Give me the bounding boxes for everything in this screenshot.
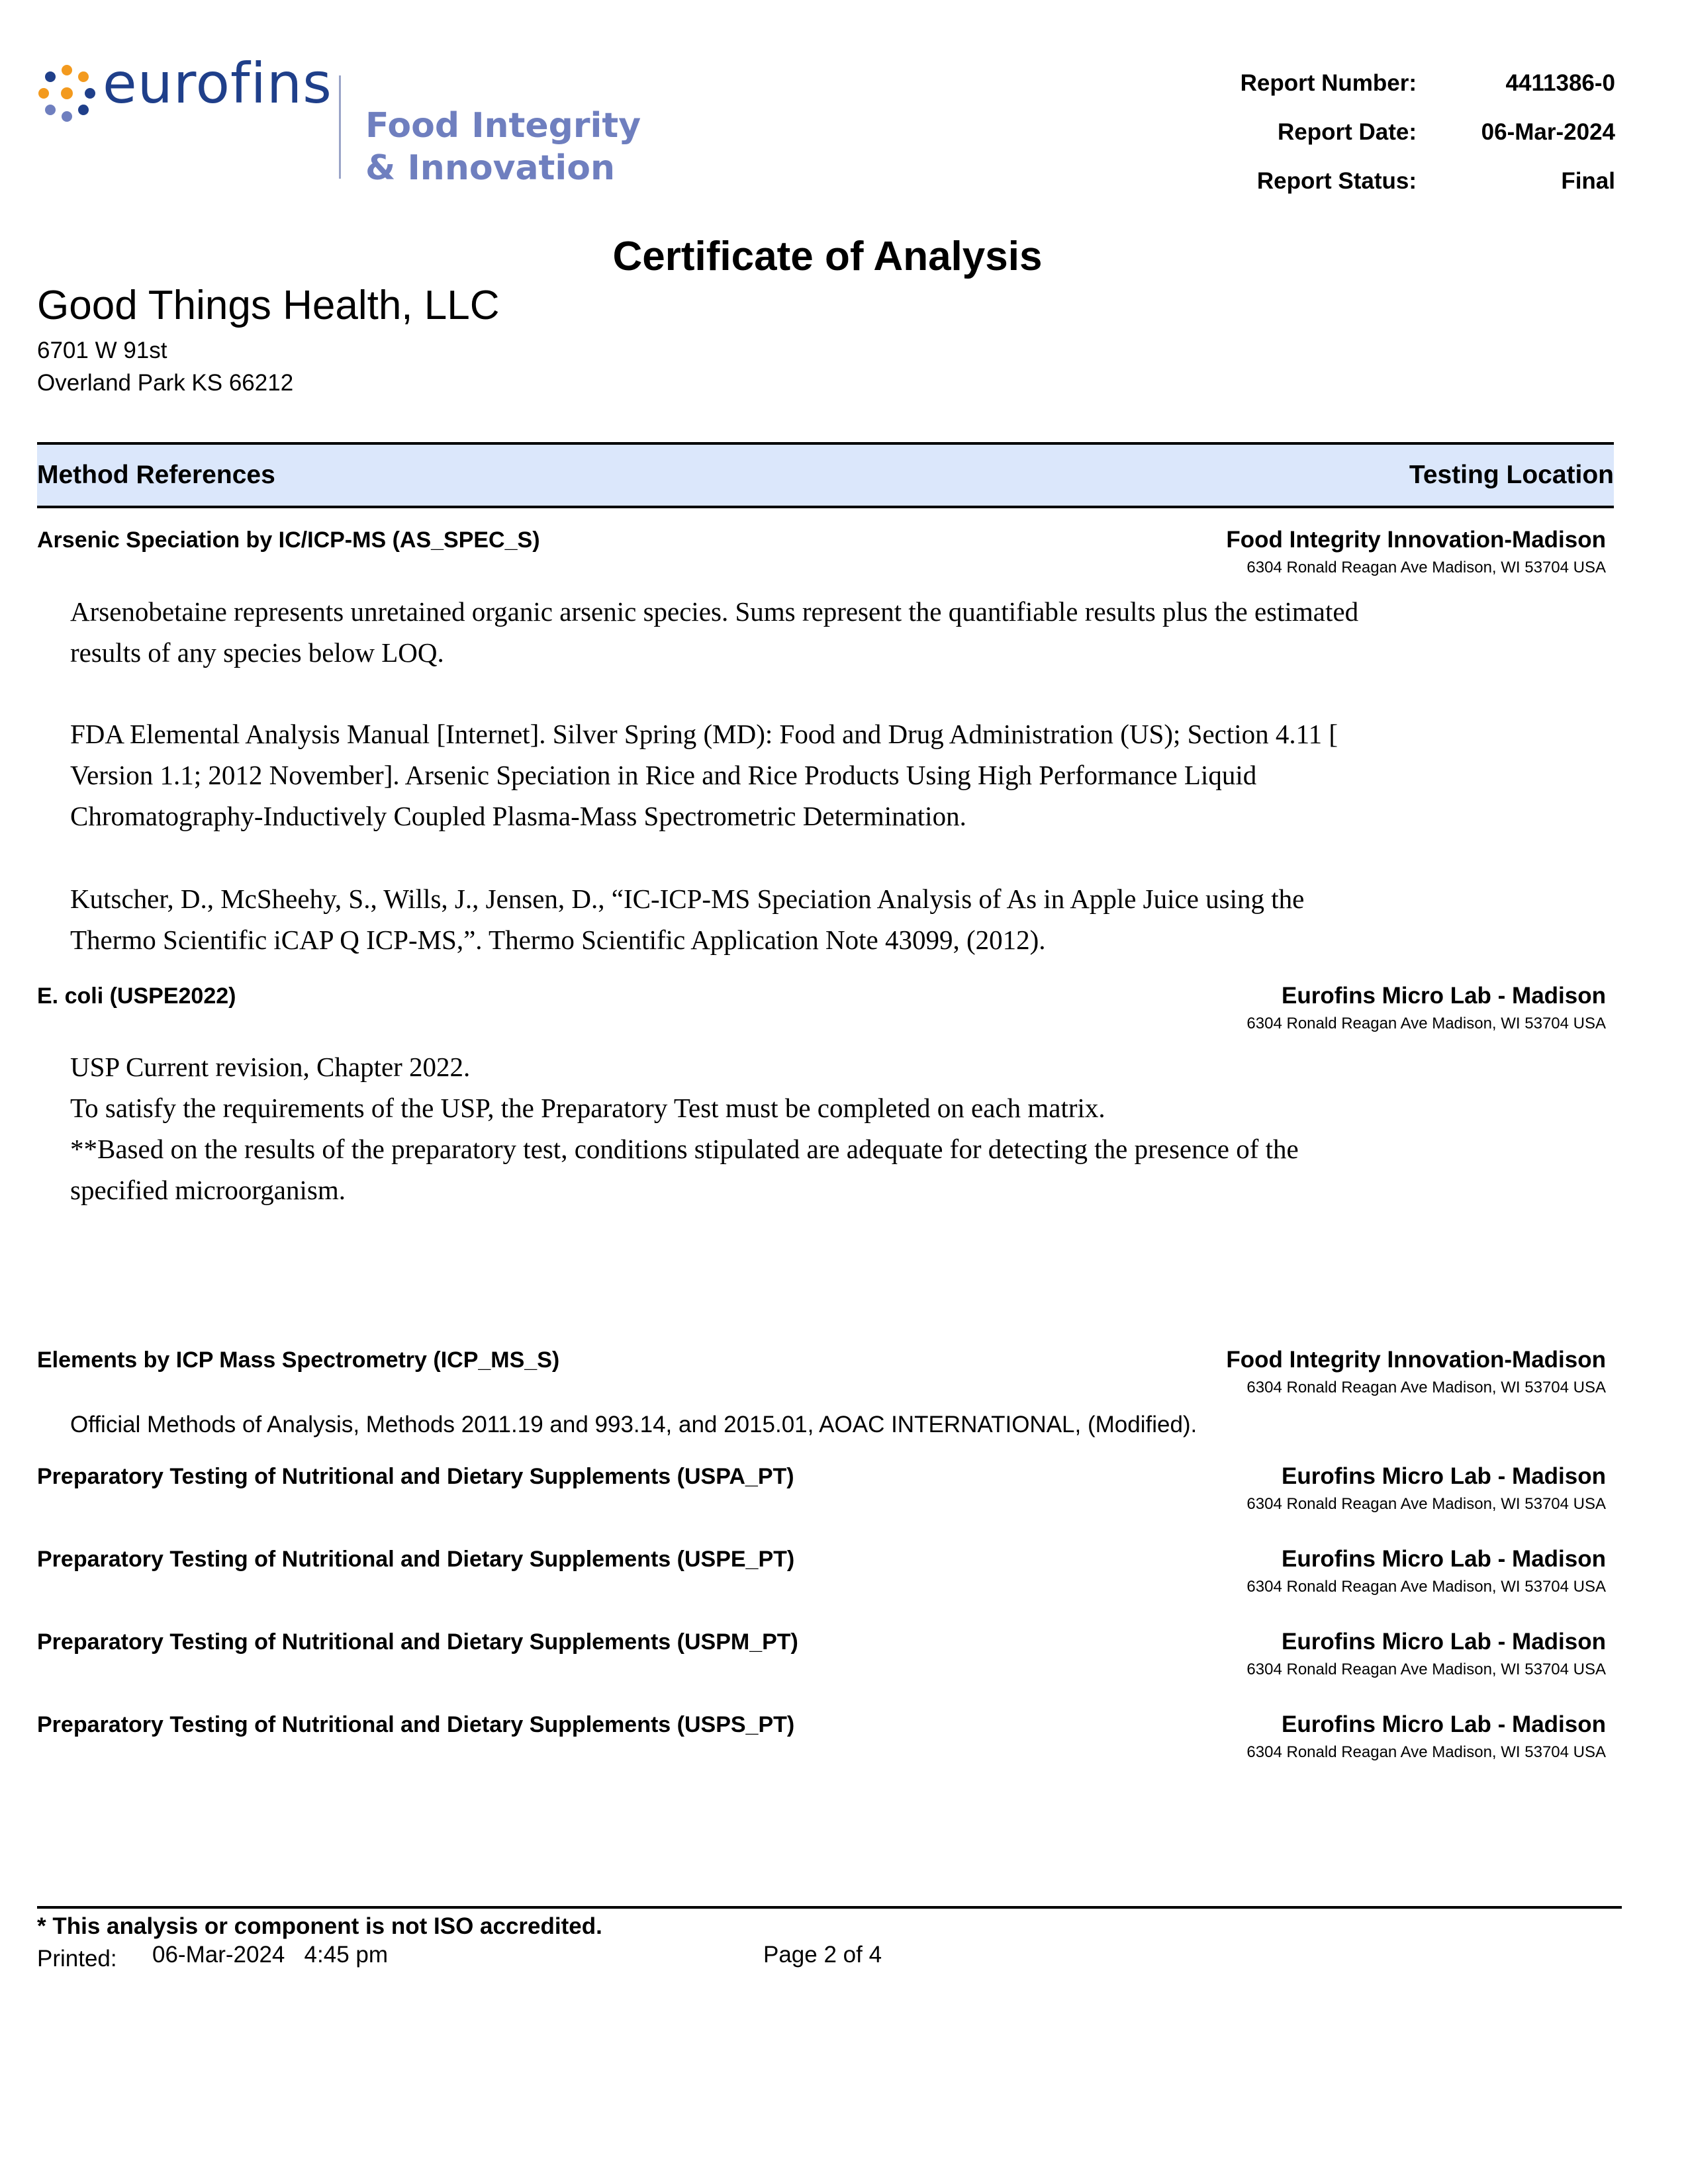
method-name: Elements by ICP Mass Spectrometry (ICP_MS_S) [37,1347,560,1373]
method-name: Arsenic Speciation by IC/ICP-MS (AS_SPEC_S) [37,527,540,553]
method-name: Preparatory Testing of Nutritional and Dietary Supplements (USPA_PT) [37,1464,794,1489]
method-note-line: Official Methods of Analysis, Methods 2011.19 and 993.14, and 2015.01, AOAC INTERNATIONAL, (Modified). [70,1412,1197,1437]
testing-location-name: Eurofins Micro Lab - Madison [1281,1629,1606,1655]
logo-division-name [365,105,641,189]
testing-location-address: 6304 Ronald Reagan Ave Madison, WI 53704 USA [1246,559,1606,576]
logo-division-line-1: Food Integrity [365,106,641,146]
client-address-line-1: 6701 W 91st [37,338,167,363]
method-name: E. coli (USPE2022) [37,983,236,1009]
testing-location-name: Food Integrity Innovation-Madison [1226,527,1606,553]
client-address-line-2: Overland Park KS 66212 [37,370,294,396]
testing-location-address: 6304 Ronald Reagan Ave Madison, WI 53704 USA [1246,1743,1606,1761]
logo-division-line-2: & Innovation [365,148,615,188]
testing-location-address: 6304 Ronald Reagan Ave Madison, WI 53704 USA [1246,1661,1606,1678]
testing-location-name: Eurofins Micro Lab - Madison [1281,983,1606,1009]
method-note-line: USP Current revision, Chapter 2022. [70,1052,471,1082]
method-references-heading: Method References [37,461,275,489]
testing-location-address: 6304 Ronald Reagan Ave Madison, WI 53704 USA [1246,1379,1606,1396]
report-status-value: Final [1561,168,1615,194]
printed-datetime: 06-Mar-2024 4:45 pm [152,1942,389,1968]
report-number-value: 4411386-0 [1505,70,1615,96]
report-number-row [1152,70,1615,103]
footer-rule [37,1906,1622,1909]
method-note-line: Thermo Scientific iCAP Q ICP-MS,”. Thermo Scientific Application Note 43099, (2012). [70,925,1046,955]
method-name: Preparatory Testing of Nutritional and Dietary Supplements (USPS_PT) [37,1712,795,1737]
method-note-line: Chromatography-Inductively Coupled Plasma-Mass Spectrometric Determination. [70,801,966,831]
document-title: Certificate of Analysis [612,234,1043,279]
section-header-bottom-rule [37,506,1614,508]
method-note-line: Arsenobetaine represents unretained organic arsenic species. Sums represent the quantifiable results plus the estimated [70,596,1359,627]
section-header-top-rule [37,442,1614,445]
method-name: Preparatory Testing of Nutritional and Dietary Supplements (USPE_PT) [37,1547,795,1572]
testing-location-name: Food Integrity Innovation-Madison [1226,1347,1606,1373]
printed-label: Printed: [37,1946,117,1972]
report-number-label: Report Number: [1240,70,1417,96]
method-note-line: **Based on the results of the preparatory test, conditions stipulated are adequate for detecting the presence of the [70,1134,1299,1164]
testing-location-address: 6304 Ronald Reagan Ave Madison, WI 53704 USA [1246,1495,1606,1513]
page-number: Page 2 of 4 [763,1942,882,1968]
testing-location-address: 6304 Ronald Reagan Ave Madison, WI 53704 USA [1246,1578,1606,1596]
method-note-line: Kutscher, D., McSheehy, S., Wills, J., Jensen, D., “IC-ICP-MS Speciation Analysis of As in Apple Juice using the [70,884,1305,914]
iso-accreditation-note: * This analysis or component is not ISO accredited. [37,1913,602,1939]
method-note-line: specified microorganism. [70,1175,346,1205]
report-status-row [1152,168,1615,201]
client-name: Good Things Health, LLC [37,283,500,328]
testing-location-name: Eurofins Micro Lab - Madison [1281,1711,1606,1737]
testing-location-name: Eurofins Micro Lab - Madison [1281,1546,1606,1572]
report-status-label: Report Status: [1256,168,1417,194]
report-date-row [1152,119,1615,152]
method-note-line: results of any species below LOQ. [70,637,444,668]
logo-divider [339,75,341,179]
method-note-line: Version 1.1; 2012 November]. Arsenic Speciation in Rice and Rice Products Using High Performance Liquid [70,760,1257,790]
testing-location-name: Eurofins Micro Lab - Madison [1281,1463,1606,1489]
method-name: Preparatory Testing of Nutritional and Dietary Supplements (USPM_PT) [37,1629,798,1655]
eurofins-logo-wordmark: eurofins [103,51,332,116]
report-date-value: 06-Mar-2024 [1481,119,1615,145]
method-note-line: To satisfy the requirements of the USP, the Preparatory Test must be completed on each matrix. [70,1093,1105,1123]
testing-location-heading: Testing Location [1409,461,1614,489]
eurofins-logo-mark-icon [37,64,97,123]
testing-location-address: 6304 Ronald Reagan Ave Madison, WI 53704 USA [1246,1015,1606,1032]
report-date-label: Report Date: [1277,119,1417,145]
method-note-line: FDA Elemental Analysis Manual [Internet]. Silver Spring (MD): Food and Drug Administration (US); Section 4.11 [ [70,719,1338,749]
